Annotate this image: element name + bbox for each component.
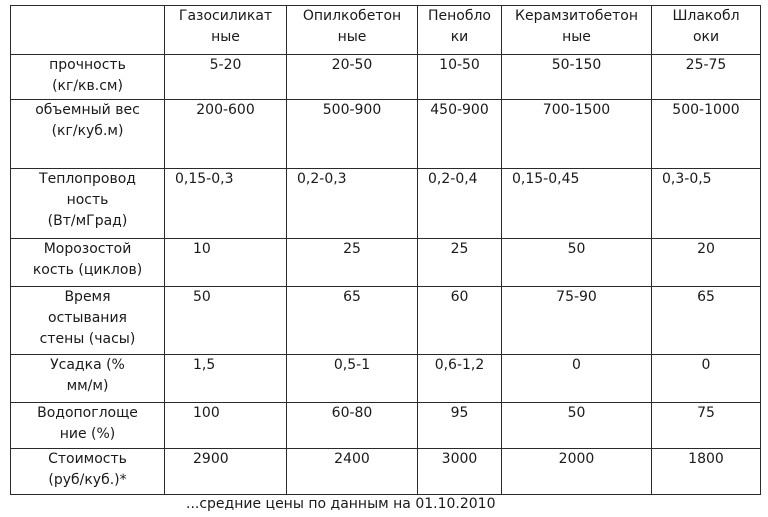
row-label-cost [11,449,165,495]
table-cell: 25-75 [652,55,761,100]
table-cell: 0,15-0,3 [165,169,287,239]
row-label-line: кость (циклов) [32,262,143,278]
row-label-line: Морозостой [43,241,132,257]
header-line: Шлакобл [672,8,740,24]
row-label-line: Усадка (% [50,357,125,373]
header-expanded-clay-concrete [502,6,652,55]
table-cell: 25 [287,239,418,287]
header-line: оки [692,29,720,45]
table-cell: 2400 [287,449,418,495]
table-cell: 25 [418,239,502,287]
row-label-frost-resistance [11,239,165,287]
row-label-line: (Вт/мГрад) [47,213,128,229]
table-cell: 95 [418,403,502,449]
table-row [11,287,761,355]
table-cell: 0,15-0,45 [502,169,652,239]
row-label-strength [11,55,165,100]
row-label-line: объемный вес [35,102,140,118]
table-cell: 50 [502,403,652,449]
header-corner-cell [11,6,165,55]
table-cell: 0,6-1,2 [418,355,502,403]
header-line: ки [450,29,469,45]
table-cell: 2000 [502,449,652,495]
table-cell: 0,2-0,4 [418,169,502,239]
table-row [11,100,761,169]
header-line: ные [337,29,367,45]
table-cell: 75 [652,403,761,449]
table-cell: 60-80 [287,403,418,449]
table-cell: 1800 [652,449,761,495]
header-line: ные [211,29,240,45]
row-label-shrinkage [11,355,165,403]
row-label-line: остывания [48,310,127,326]
row-label-line: стены (часы) [39,331,136,347]
table-cell: 65 [287,287,418,355]
header-line: Опилкобетон [302,8,402,24]
table-cell: 0 [502,355,652,403]
table-cell: 2900 [165,449,287,495]
footnote: ...средние цены по данным на 01.10.2010 [186,496,496,512]
table-cell: 65 [652,287,761,355]
header-line: Керамзитобетон [515,8,638,24]
table-cell: 50-150 [502,55,652,100]
table-cell: 60 [418,287,502,355]
header-sawdust-concrete [287,6,418,55]
row-label-line: прочность [49,57,126,73]
table-cell: 10 [165,239,287,287]
table-row [11,403,761,449]
table-cell: 0,2-0,3 [287,169,418,239]
row-label-water-absorption [11,403,165,449]
table-cell: 20-50 [287,55,418,100]
table-cell: 500-1000 [652,100,761,169]
header-line: Пенобло [427,8,491,24]
table-cell: 50 [502,239,652,287]
table-cell: 500-900 [287,100,418,169]
row-label-volumetric-weight [11,100,165,169]
table-cell: 50 [165,287,287,355]
table-cell: 700-1500 [502,100,652,169]
table-cell: 0,3-0,5 [652,169,761,239]
header-line: ные [562,29,591,45]
table-cell: 75-90 [502,287,652,355]
header-row [11,6,761,55]
header-slag-blocks [652,6,761,55]
row-label-line: ние (%) [59,426,116,442]
header-gas-silicate [165,6,287,55]
row-label-line: (кг/кв.см) [52,78,123,94]
table-row [11,55,761,100]
table-cell: 10-50 [418,55,502,100]
table-cell: 5-20 [165,55,287,100]
row-label-line: (руб/куб.)* [48,472,127,488]
row-label-thermal-conductivity [11,169,165,239]
table-cell: 200-600 [165,100,287,169]
table-cell: 0,5-1 [287,355,418,403]
table-cell: 100 [165,403,287,449]
header-line: Газосиликат [178,8,273,24]
header-foam-blocks [418,6,502,55]
table-cell: 0 [652,355,761,403]
row-label-line: ность [66,192,109,208]
table-row [11,239,761,287]
row-label-line: Водопоглоще [37,405,138,421]
table-cell: 3000 [418,449,502,495]
row-label-wall-cooling-time [11,287,165,355]
table-cell: 450-900 [418,100,502,169]
row-label-line: Стоимость [48,451,127,467]
row-label-line: мм/м) [66,378,109,394]
row-label-line: (кг/куб.м) [51,123,124,139]
materials-comparison-table [10,5,761,495]
row-label-line: Теплопровод [39,171,136,187]
row-label-line: Время [64,289,111,305]
table-cell: 20 [652,239,761,287]
table-row [11,355,761,403]
table-row [11,449,761,495]
table-row [11,169,761,239]
table-cell: 1,5 [165,355,287,403]
